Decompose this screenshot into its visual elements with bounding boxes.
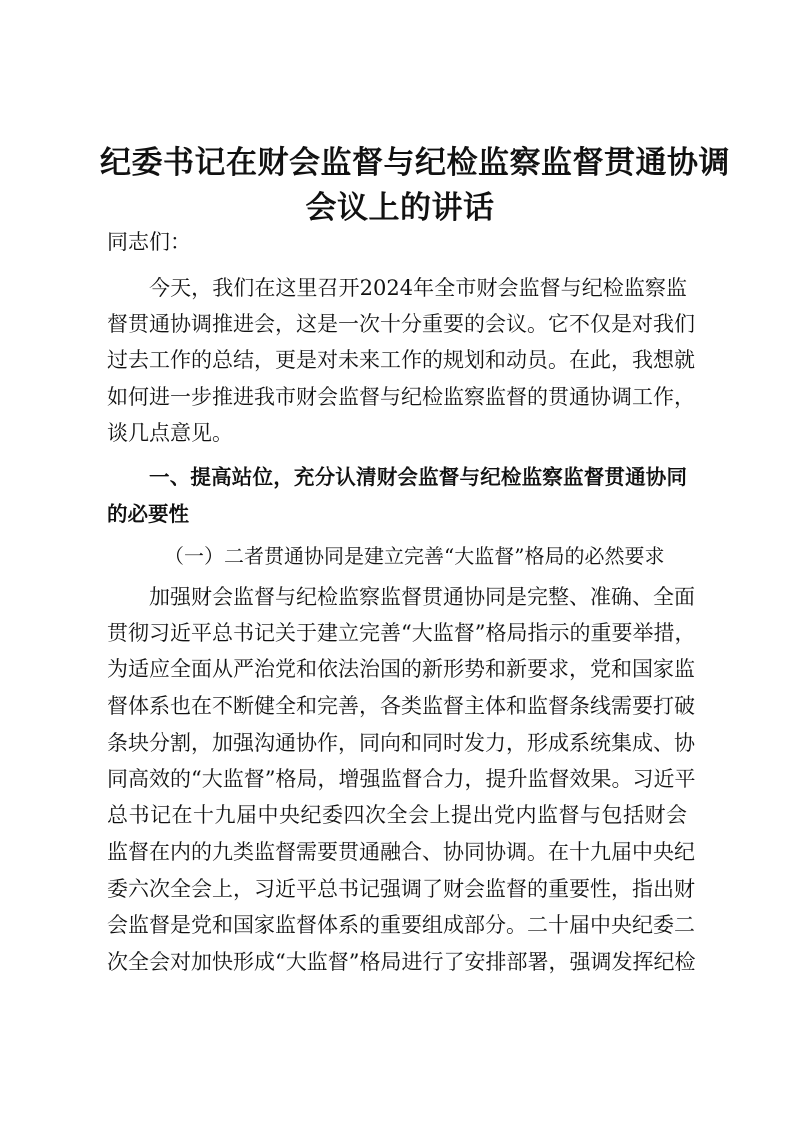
document-title-line-2: 会议上的讲话 [305, 190, 495, 226]
section-heading-line-1: 一、提高站位，充分认清财会监督与纪检监察监督贯通协同 [149, 465, 687, 489]
body-line: 为适应全面从严治党和依法治国的新形势和新要求，党和国家监 [107, 657, 695, 681]
body-line: 同高效的“大监督”格局，增强监督合力，提升监督效果。习近平 [107, 767, 696, 791]
body-line: 次全会对加快形成“大监督”格局进行了安排部署，强调发挥纪检 [107, 950, 696, 974]
intro-line: 过去工作的总结，更是对未来工作的规划和动员。在此，我想就 [107, 348, 695, 372]
body-line: 委六次全会上，习近平总书记强调了财会监督的重要性，指出财 [107, 877, 695, 901]
body-line: 监督在内的九类监督需要贯通融合、协同协调。在十九届中央纪 [107, 840, 695, 864]
body-line: 总书记在十九届中央纪委四次全会上提出党内监督与包括财会 [107, 803, 687, 827]
body-line: 条块分割，加强沟通协作，同向和同时发力，形成系统集成、协 [107, 731, 695, 755]
intro-line: 谈几点意见。 [107, 421, 233, 445]
salutation: 同志们： [107, 230, 191, 254]
intro-line: 如何进一步推进我市财会监督与纪检监察监督的贯通协调工作， [107, 385, 695, 409]
document-title-line-1: 纪委书记在财会监督与纪检监察监督贯通协调 [100, 145, 730, 181]
intro-line: 今天，我们在这里召开2024年全市财会监督与纪检监察监 [149, 276, 687, 300]
section-heading-line-2: 的必要性 [107, 502, 189, 526]
intro-line: 督贯通协调推进会，这是一次十分重要的会议。它不仅是对我们 [107, 312, 695, 336]
body-line: 会监督是党和国家监督体系的重要组成部分。二十届中央纪委二 [107, 913, 695, 937]
body-line: 贯彻习近平总书记关于建立完善“大监督”格局指示的重要举措， [107, 621, 696, 645]
subsection-heading: （一）二者贯通协同是建立完善“大监督”格局的必然要求 [164, 544, 665, 568]
body-line: 加强财会监督与纪检监察监督贯通协同是完整、准确、全面 [149, 585, 695, 609]
body-line: 督体系也在不断健全和完善，各类监督主体和监督条线需要打破 [107, 694, 695, 718]
